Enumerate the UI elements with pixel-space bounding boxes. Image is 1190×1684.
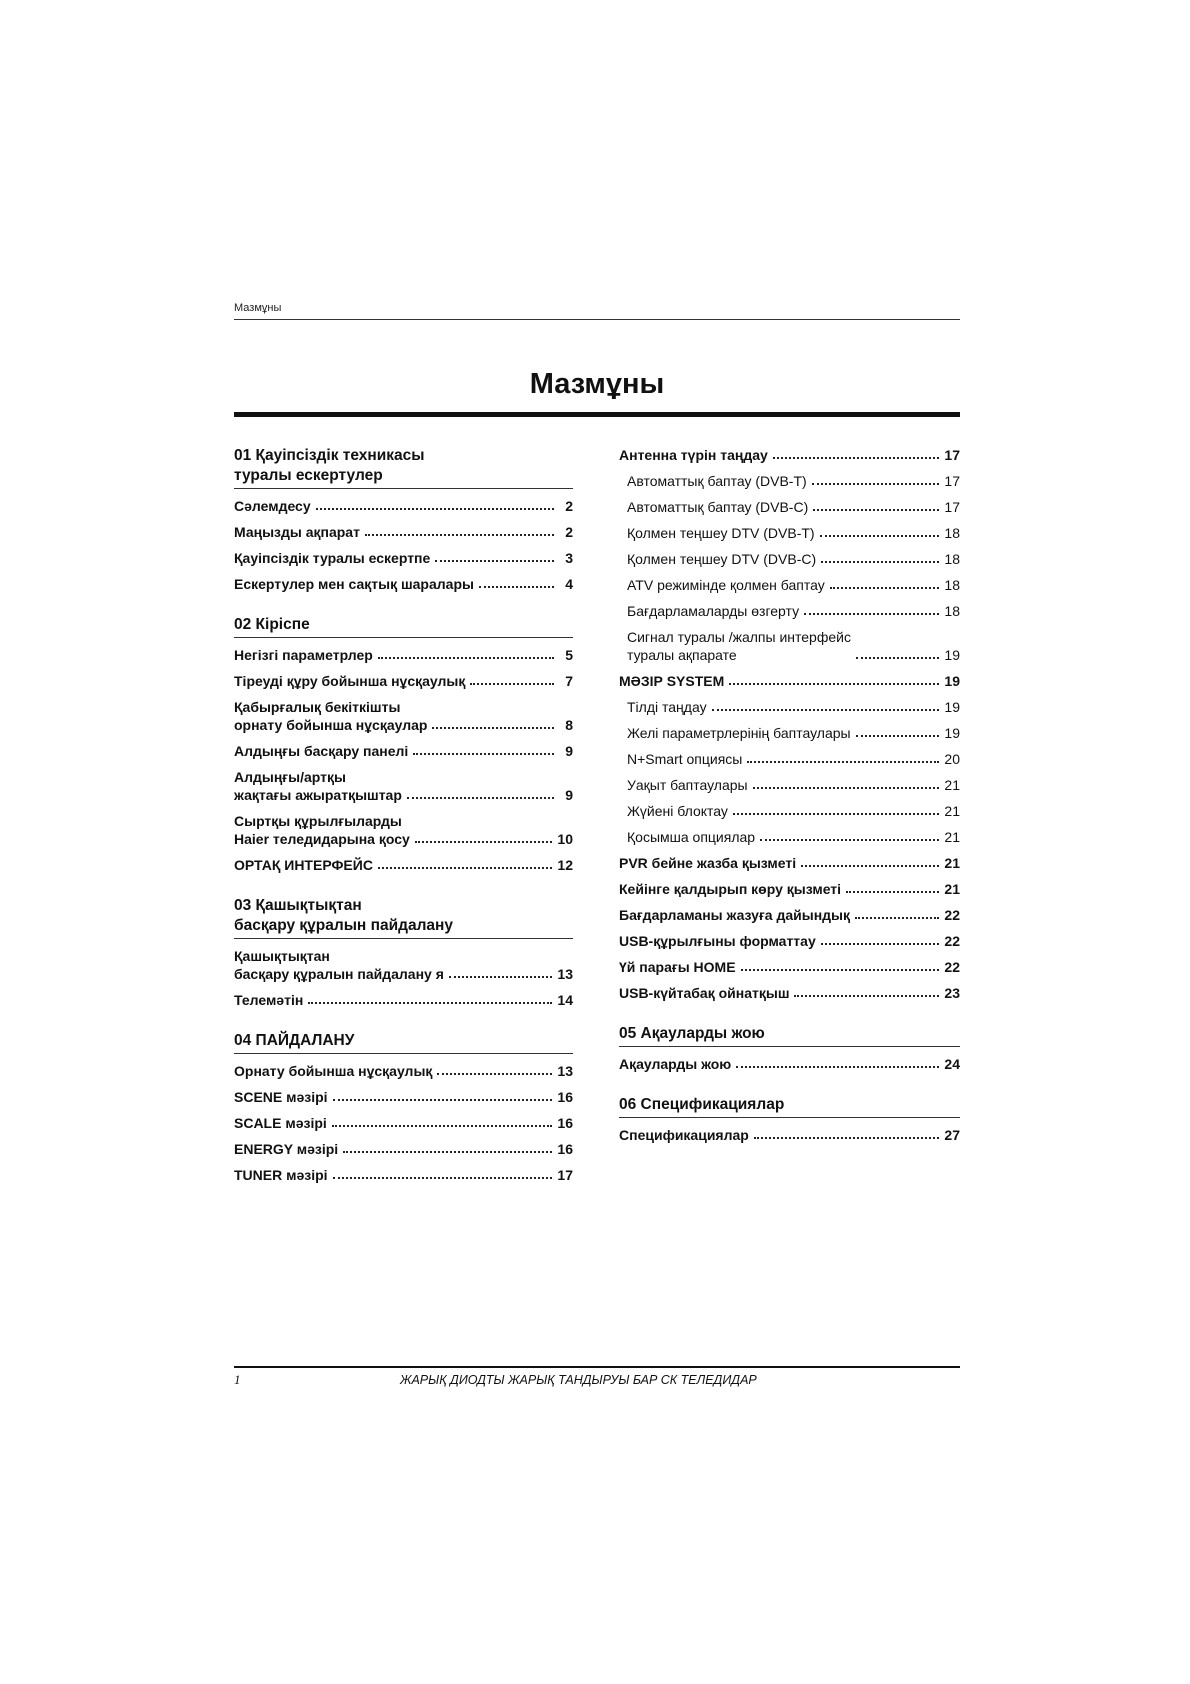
toc-entry[interactable] — [234, 812, 573, 848]
toc-entry-page: 21 — [944, 881, 960, 897]
toc-entry[interactable] — [234, 672, 573, 690]
toc-entry-page: 8 — [565, 717, 573, 733]
toc-entry-page: 21 — [944, 803, 960, 819]
toc-entry-page: 3 — [565, 550, 573, 566]
toc-entry-page: 12 — [557, 857, 573, 873]
toc-left-column — [234, 446, 573, 1206]
dot-leader — [801, 865, 939, 867]
toc-entry-label: Бағдарламаны жазуға дайындық — [619, 907, 850, 923]
toc-entry-label: SCALE мәзірі — [234, 1115, 327, 1131]
dot-leader — [729, 683, 939, 685]
toc-entry-label: Сыртқы құрылғыларды Haier теледидарына қосу — [234, 813, 410, 847]
dot-leader — [812, 483, 940, 485]
toc-section — [234, 446, 573, 593]
dot-leader — [773, 457, 940, 459]
toc-entry-page: 22 — [944, 907, 960, 923]
toc-entry-label: Сигнал туралы /жалпы интерфейс туралы ақпарате — [627, 629, 851, 663]
dot-leader — [333, 1099, 553, 1101]
dot-leader — [830, 587, 940, 589]
toc-entry[interactable] — [234, 856, 573, 874]
toc-entry-label: Ақауларды жою — [619, 1056, 732, 1072]
toc-entry-label: Қабырғалық бекіткішты орнату бойынша нұсқаулар — [234, 699, 428, 733]
toc-entry[interactable] — [619, 1055, 960, 1073]
toc-entry[interactable] — [234, 575, 573, 593]
toc-entry-page: 16 — [557, 1141, 573, 1157]
toc-entry-page: 13 — [557, 1063, 573, 1079]
toc-entry-label: N+Smart опциясы — [627, 751, 743, 767]
section-title: 05 Ақауларды жою — [619, 1025, 765, 1042]
toc-entry[interactable] — [619, 602, 960, 620]
section-title: 03 Қашықтықтан басқару құралын пайдалану — [234, 897, 454, 934]
toc-entry-label: Алдыңғы/артқы жақтағы ажыратқыштар — [234, 769, 402, 803]
section-title: 04 ПАЙДАЛАНУ — [234, 1032, 355, 1049]
toc-section — [234, 896, 573, 1009]
dot-leader — [820, 535, 940, 537]
toc-entry-page: 9 — [565, 743, 573, 759]
toc-entry-label: Қолмен теңшеу DTV (DVB-T) — [627, 525, 815, 541]
toc-entry-label: Кейінге қалдырып көру қызметі — [619, 881, 842, 897]
toc-entry-page: 14 — [557, 992, 573, 1008]
toc-entry[interactable] — [619, 524, 960, 542]
dot-leader — [846, 891, 939, 893]
toc-entry-label: Автоматтық баптау (DVB-T) — [627, 473, 807, 489]
toc-entry-label: PVR бейне жазба қызметі — [619, 855, 797, 871]
toc-entry-page: 18 — [944, 525, 960, 541]
toc-entry-page: 16 — [557, 1115, 573, 1131]
dot-leader — [437, 1073, 552, 1075]
toc-entry-label: Спецификациялар — [619, 1127, 749, 1143]
toc-entry[interactable] — [234, 1166, 573, 1184]
toc-entry-page: 17 — [944, 473, 960, 489]
toc-entry-label: ОРТАҚ ИНТЕРФЕЙС — [234, 857, 373, 873]
section-divider — [234, 938, 573, 939]
dot-leader — [378, 657, 554, 659]
toc-entry-label: USB-құрылғыны форматтау — [619, 933, 816, 949]
toc-entry[interactable] — [619, 984, 960, 1002]
section-title: 02 Кіріспе — [234, 616, 310, 633]
section-divider — [234, 637, 573, 638]
toc-entry[interactable] — [234, 1114, 573, 1132]
toc-entry-label: Желі параметрлерінің баптаулары — [627, 725, 851, 741]
dot-leader — [856, 735, 940, 737]
dot-leader — [736, 1066, 939, 1068]
footer-divider — [234, 1366, 960, 1368]
dot-leader — [435, 560, 554, 562]
toc-entry-page: 2 — [565, 524, 573, 540]
dot-leader — [432, 727, 554, 729]
toc-entry[interactable] — [234, 1140, 573, 1158]
title-divider — [234, 412, 960, 417]
toc-entry[interactable] — [234, 1088, 573, 1106]
toc-entry-page: 18 — [944, 551, 960, 567]
dot-leader — [754, 1137, 940, 1139]
toc-entry[interactable] — [234, 947, 573, 983]
toc-entry[interactable] — [234, 768, 573, 804]
section-divider — [234, 488, 573, 489]
toc-entry[interactable] — [619, 906, 960, 924]
toc-entry-label: Үй парағы HOME — [619, 959, 736, 975]
toc-entry-label: Антенна түрін таңдау — [619, 447, 768, 463]
toc-entry-page: 19 — [944, 673, 960, 689]
toc-entry[interactable] — [619, 958, 960, 976]
toc-section — [619, 446, 960, 1002]
toc-entry-page: 21 — [944, 777, 960, 793]
dot-leader — [712, 709, 940, 711]
toc-entry-label: SCENE мәзірі — [234, 1089, 328, 1105]
toc-entry[interactable] — [234, 1062, 573, 1080]
section-divider — [234, 1053, 573, 1054]
toc-entry[interactable] — [234, 742, 573, 760]
toc-entry-page: 19 — [944, 725, 960, 741]
toc-entry[interactable] — [619, 1126, 960, 1144]
toc-entry-label: Жүйені блоктау — [627, 803, 728, 819]
toc-section — [234, 615, 573, 874]
dot-leader — [753, 787, 940, 789]
toc-entry-page: 13 — [557, 966, 573, 982]
dot-leader — [804, 613, 939, 615]
toc-entry-label: Уақыт баптаулары — [627, 777, 748, 793]
toc-entry-label: Тілді таңдау — [627, 699, 707, 715]
toc-entry-page: 19 — [944, 647, 960, 663]
section-title: 06 Спецификациялар — [619, 1096, 785, 1113]
toc-entry-page: 19 — [944, 699, 960, 715]
toc-entry[interactable] — [619, 828, 960, 846]
dot-leader — [479, 586, 554, 588]
toc-entry-label: Қауіпсіздік туралы ескертпе — [234, 550, 431, 566]
dot-leader — [343, 1151, 552, 1153]
dot-leader — [413, 753, 554, 755]
dot-leader — [855, 917, 939, 919]
dot-leader — [741, 969, 940, 971]
dot-leader — [821, 943, 940, 945]
toc-entry[interactable] — [619, 576, 960, 594]
toc-entry-page: 21 — [944, 829, 960, 845]
toc-entry-label: Қашықтықтан басқару құралын пайдалану я — [234, 948, 444, 982]
dot-leader — [821, 561, 939, 563]
dot-leader — [415, 841, 553, 843]
section-divider — [619, 1117, 960, 1118]
dot-leader — [378, 867, 552, 869]
dot-leader — [365, 534, 554, 536]
header-divider — [234, 319, 960, 320]
toc-entry[interactable] — [619, 802, 960, 820]
toc-entry[interactable] — [619, 698, 960, 716]
toc-entry-label: ATV режимінде қолмен баптау — [627, 577, 825, 593]
toc-entry[interactable] — [619, 550, 960, 568]
footer-title: ЖАРЫҚ ДИОДТЫ ЖАРЫҚ ТАНДЫРУЫ БАР СК ТЕЛЕДИДАР — [400, 1373, 757, 1387]
toc-entry-page: 7 — [565, 673, 573, 689]
running-header: Мазмұны — [234, 302, 282, 314]
toc-entry-label: Сәлемдесу — [234, 498, 311, 514]
toc-entry-page: 24 — [944, 1056, 960, 1072]
toc-entry-label: Телемәтін — [234, 992, 304, 1008]
toc-entry[interactable] — [619, 776, 960, 794]
toc-entry-label: Маңызды ақпарат — [234, 524, 360, 540]
dot-leader — [449, 976, 553, 978]
toc-entry-page: 10 — [557, 831, 573, 847]
toc-entry[interactable] — [619, 498, 960, 516]
toc-entry-page: 18 — [944, 603, 960, 619]
toc-entry-label: Автоматтық баптау (DVB-C) — [627, 499, 809, 515]
dot-leader — [308, 1002, 552, 1004]
toc-entry-label: Қосымша опциялар — [627, 829, 756, 845]
section-title: 01 Қауіпсіздік техникасы туралы ескертулер — [234, 447, 425, 484]
toc-section — [234, 1031, 573, 1184]
dot-leader — [333, 1177, 553, 1179]
toc-entry-page: 4 — [565, 576, 573, 592]
toc-entry[interactable] — [619, 880, 960, 898]
toc-entry-label: ENERGY мәзірі — [234, 1141, 339, 1157]
dot-leader — [733, 813, 939, 815]
toc-entry-page: 23 — [944, 985, 960, 1001]
dot-leader — [332, 1125, 553, 1127]
toc-entry-label: USB-күйтабақ ойнатқыш — [619, 985, 790, 1001]
dot-leader — [470, 683, 554, 685]
dot-leader — [316, 508, 554, 510]
toc-entry[interactable] — [619, 628, 960, 664]
toc-entry-label: Орнату бойынша нұсқаулық — [234, 1063, 433, 1079]
footer-page-number: 1 — [234, 1372, 241, 1387]
toc-entry-label: МӘЗІР SYSTEM — [619, 673, 725, 689]
section-divider — [619, 1046, 960, 1047]
toc-entry[interactable] — [619, 932, 960, 950]
toc-entry-page: 20 — [944, 751, 960, 767]
toc-entry-page: 16 — [557, 1089, 573, 1105]
toc-entry[interactable] — [619, 472, 960, 490]
toc-entry-page: 9 — [565, 787, 573, 803]
toc-entry[interactable] — [619, 672, 960, 690]
toc-entry-page: 17 — [944, 499, 960, 515]
toc-entry-label: Алдыңғы басқару панелі — [234, 743, 409, 759]
dot-leader — [813, 509, 939, 511]
toc-entry-page: 21 — [944, 855, 960, 871]
toc-entry[interactable] — [234, 646, 573, 664]
toc-entry-label: Бағдарламаларды өзгерту — [627, 603, 800, 619]
toc-entry-page: 22 — [944, 933, 960, 949]
toc-entry-page: 2 — [565, 498, 573, 514]
dot-leader — [760, 839, 939, 841]
toc-entry[interactable] — [234, 497, 573, 515]
toc-entry[interactable] — [234, 991, 573, 1009]
toc-entry[interactable] — [619, 446, 960, 464]
toc-entry[interactable] — [619, 724, 960, 742]
toc-entry-page: 22 — [944, 959, 960, 975]
toc-entry-label: Ескертулер мен сақтық шаралары — [234, 576, 474, 592]
toc-entry-page: 17 — [944, 447, 960, 463]
toc-section — [619, 1095, 960, 1144]
toc-entry-page: 5 — [565, 647, 573, 663]
toc-entry-page: 27 — [944, 1127, 960, 1143]
toc-entry-label: Тіреуді құру бойынша нұсқаулық — [234, 673, 466, 689]
page-title: Мазмұны — [529, 368, 665, 400]
toc-entry[interactable] — [234, 523, 573, 541]
dot-leader — [856, 657, 939, 659]
toc-section — [619, 1024, 960, 1073]
dot-leader — [407, 797, 554, 799]
toc-entry-page: 18 — [944, 577, 960, 593]
dot-leader — [747, 761, 939, 763]
toc-entry[interactable] — [619, 750, 960, 768]
toc-entry[interactable] — [234, 698, 573, 734]
toc-right-column — [619, 446, 960, 1166]
toc-entry-label: TUNER мәзірі — [234, 1167, 328, 1183]
toc-entry[interactable] — [234, 549, 573, 567]
toc-entry-label: Қолмен теңшеу DTV (DVB-C) — [627, 551, 817, 567]
toc-entry[interactable] — [619, 854, 960, 872]
toc-entry-page: 17 — [557, 1167, 573, 1183]
toc-entry-label: Негізгі параметрлер — [234, 647, 373, 663]
dot-leader — [794, 995, 939, 997]
